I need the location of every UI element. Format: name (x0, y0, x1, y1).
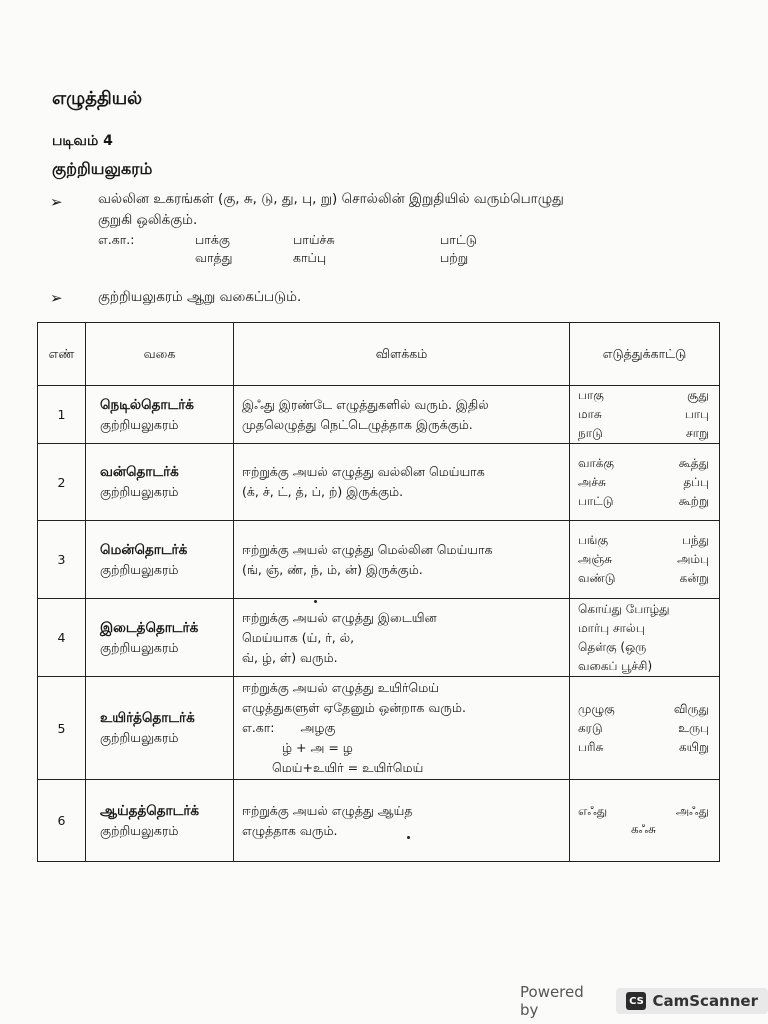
row-number: 5 (38, 677, 86, 780)
type-name: உயிர்த்தொடர்க் (100, 710, 195, 726)
bullet-arrow-icon: ➢ (50, 289, 63, 307)
examples-cell (570, 521, 720, 599)
example-word: சாறு (686, 426, 709, 440)
table-row (38, 677, 720, 780)
example-word: அஃது (675, 804, 709, 818)
example-word: பரிசு (578, 739, 604, 754)
example-word: கன்று (679, 571, 709, 585)
camscanner-icon: CS (626, 992, 646, 1010)
formula-line: ழ் + அ = ழ (282, 740, 353, 755)
type-cell (86, 599, 234, 677)
example-word: பாய்ச்சு (293, 232, 335, 247)
type-name: மென்தொடர்க் (100, 541, 188, 558)
example-word: பாக்கு (195, 232, 230, 247)
example-line: கொய்து போழ்து (578, 601, 670, 616)
explanation-cell (234, 599, 570, 677)
example-word: மாசு (578, 407, 602, 421)
type-cell (86, 444, 234, 521)
example-line: தெள்கு (ஒரு (578, 639, 647, 654)
type-name: வன்தொடர்க் (100, 464, 179, 480)
example-word: தப்பு (683, 474, 709, 489)
example-word: காப்பு (293, 250, 327, 265)
example-word: பாட்டு (578, 493, 614, 508)
explanation-cell (234, 521, 570, 599)
type-cell (86, 521, 234, 599)
example-word: அச்சு (578, 474, 606, 489)
header-num: எண் (38, 323, 86, 386)
example-line: வகைப் பூச்சி) (578, 658, 653, 673)
example-word: வாக்கு (578, 455, 615, 470)
table-row (38, 386, 720, 444)
examples-cell (570, 677, 720, 780)
type-suffix: குற்றியலுகரம் (100, 561, 179, 577)
table-header-row (38, 323, 720, 386)
example-label: எ.கா: (242, 720, 275, 735)
type-suffix: குற்றியலுகரம் (100, 730, 179, 745)
example-word: முழுகு (578, 701, 615, 716)
bullet-arrow-icon: ➢ (50, 193, 63, 211)
header-type: வகை (86, 323, 234, 386)
scan-speck (314, 600, 317, 603)
explanation-cell (234, 780, 570, 862)
row-number: 2 (38, 444, 86, 521)
explanation-line: ஈற்றுக்கு அயல் எழுத்து இடையின (242, 609, 437, 625)
table-row (38, 599, 720, 677)
example-word: பற்று (440, 250, 469, 265)
row-number: 3 (38, 521, 86, 599)
example-line: மார்பு சால்பு (578, 620, 645, 635)
examples-cell (570, 599, 720, 677)
explanation-line: இஃது இரண்டே எழுத்துகளில் வரும். இதில் (242, 396, 489, 412)
example-word: பாபு (684, 407, 709, 421)
chapter-title: எழுத்தியல் (52, 88, 143, 109)
type-cell (86, 386, 234, 444)
example-word: நாடு (578, 426, 603, 440)
example-word: அழகு (300, 720, 336, 735)
explanation-line: வ், ழ், ள்) வரும். (242, 649, 338, 665)
example-word: கூற்று (678, 493, 709, 508)
example-word: பாகு (578, 388, 604, 402)
example-word: வாத்து (195, 250, 233, 265)
type-name: இடைத்தொடர்க் (100, 619, 199, 636)
kutriyalugaram-table (37, 322, 720, 862)
camscanner-name: CamScanner (652, 992, 758, 1010)
type-suffix: குற்றியலுகரம் (100, 639, 179, 655)
example-word: வண்டு (578, 571, 616, 585)
explanation-line: ஈற்றுக்கு அயல் எழுத்து உயிர்மெய் (242, 680, 440, 695)
formula-line: மெய்+உயிர் = உயிர்மெய் (272, 760, 424, 775)
type-cell (86, 780, 234, 862)
example-word: சூது (687, 388, 709, 402)
example-word: பாட்டு (440, 232, 477, 247)
example-word: எஃது (578, 804, 608, 818)
header-explanation: விளக்கம் (234, 323, 570, 386)
scanner-watermark (520, 983, 768, 1019)
type-name: ஆய்தத்தொடர்க் (100, 802, 200, 819)
example-word: கரடு (578, 720, 603, 735)
explanation-line: (க், ச், ட், த், ப், ற்) இருக்கும். (242, 484, 404, 499)
lesson-number: படிவம் 4 (52, 133, 113, 149)
intro-line-1: வல்லின உகரங்கள் (கு, சு, டு, து, பு, று) சொல்லின் இறுதியில் வரும்பொழுது (98, 191, 564, 207)
explanation-line: ஈற்றுக்கு அயல் எழுத்து மெல்லின மெய்யாக (242, 541, 493, 557)
type-suffix: குற்றியலுகரம் (100, 822, 179, 838)
types-count-line: குற்றியலுகரம் ஆறு வகைப்படும். (98, 289, 302, 305)
row-number: 6 (38, 780, 86, 862)
table-row (38, 780, 720, 862)
table-row (38, 521, 720, 599)
header-examples: எடுத்துக்காட்டு (570, 323, 720, 386)
example-word: கயிறு (678, 739, 709, 754)
explanation-line: ஈற்றுக்கு அயல் எழுத்து ஆய்த (242, 802, 413, 818)
scan-speck (407, 836, 410, 839)
examples-cell (570, 444, 720, 521)
example-word: கூத்து (678, 455, 709, 470)
example-inline (242, 718, 563, 738)
explanation-cell (234, 386, 570, 444)
row-number: 4 (38, 599, 86, 677)
row-number: 1 (38, 386, 86, 444)
explanation-line: ஈற்றுக்கு அயல் எழுத்து வல்லின மெய்யாக (242, 464, 485, 479)
type-cell (86, 677, 234, 780)
explanation-line: எழுத்தாக வரும். (242, 822, 338, 838)
subject-heading: குற்றியலுகரம் (52, 159, 153, 178)
explanation-line: எழுத்துகளுள் ஏதேனும் ஒன்றாக வரும். (242, 700, 466, 715)
examples-cell (570, 780, 720, 862)
explanation-cell (234, 677, 570, 780)
intro-line-2: குறுகி ஒலிக்கும். (98, 212, 198, 228)
explanation-line: முதலெழுத்து நெட்டெழுத்தாக இருக்கும். (242, 416, 473, 432)
explanation-line: (ங், ஞ், ண், ந், ம், ன்) இருக்கும். (242, 561, 423, 577)
powered-by-text: Powered by (520, 983, 584, 1019)
examples-cell (570, 386, 720, 444)
type-name: நெடில்தொடர்க் (100, 396, 194, 413)
example-word: பந்து (681, 533, 709, 547)
camscanner-logo (616, 988, 768, 1014)
example-word: விருது (673, 701, 709, 716)
type-suffix: குற்றியலுகரம் (100, 416, 179, 432)
example-word: கஃசு (631, 822, 656, 836)
type-suffix: குற்றியலுகரம் (100, 484, 179, 499)
explanation-line: மெய்யாக (ய், ர், ல், (242, 629, 355, 645)
table-row (38, 444, 720, 521)
example-label: எ.கா.: (98, 232, 135, 247)
example-word: உருபு (678, 720, 709, 735)
explanation-cell (234, 444, 570, 521)
example-word: அஞ்சு (578, 552, 613, 566)
example-word: பங்கு (578, 533, 609, 547)
example-word: அம்பு (677, 552, 709, 566)
